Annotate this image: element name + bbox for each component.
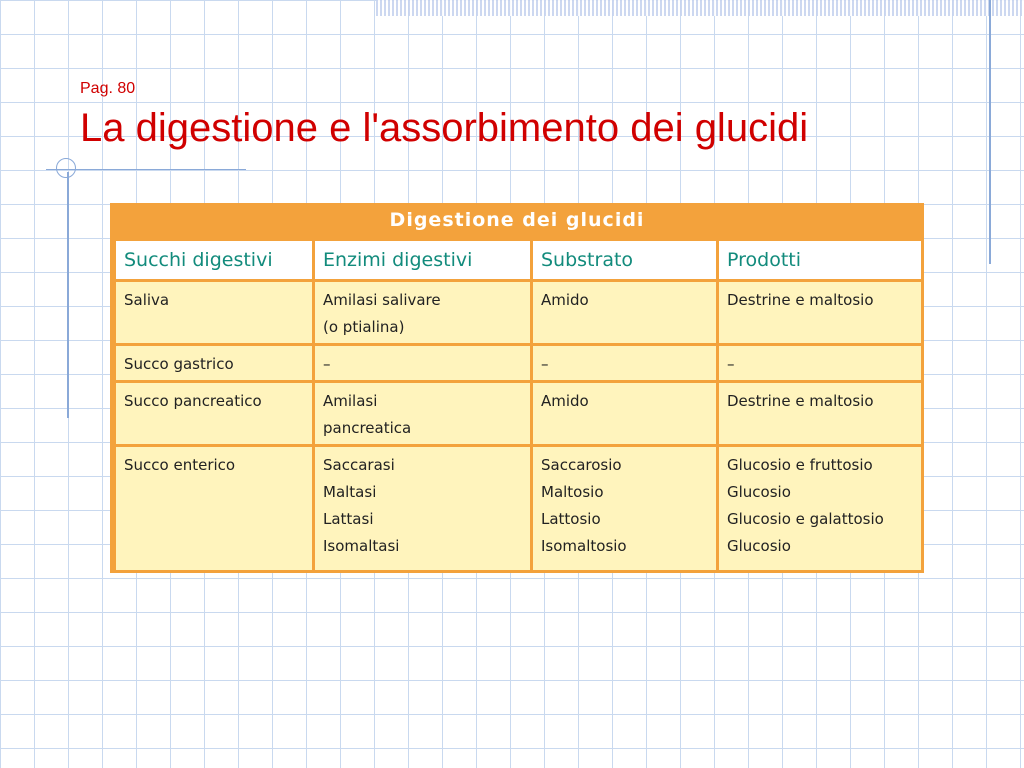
table-row: [115, 446, 923, 572]
cell-enzimi: Amilasi pancreatica: [314, 382, 532, 446]
table-row: [115, 345, 923, 382]
cell-enzimi: –: [314, 345, 532, 382]
cell-enzimi: Saccarasi Maltasi Lattasi Isomaltasi: [314, 446, 532, 572]
cell-substrato: Amido: [532, 281, 718, 345]
page-label: Pag. 80: [80, 80, 136, 97]
cell-prodotti: Destrine e maltosio: [718, 382, 923, 446]
cell-prodotti: Glucosio e fruttosio Glucosio Glucosio e galattosio Glucosio: [718, 446, 923, 572]
glucidi-table: [113, 238, 924, 573]
table-title: Digestione dei glucidi: [389, 209, 645, 231]
cell-substrato: Amido: [532, 382, 718, 446]
header-row: [115, 240, 923, 281]
slide-title: La digestione e l'assorbimento dei glucidi: [80, 106, 809, 150]
right-decorative-line: [989, 0, 991, 264]
cell-succhi: Succo enterico: [115, 446, 314, 572]
header-succhi: Succhi digestivi: [115, 240, 314, 281]
header-substrato: Substrato: [532, 240, 718, 281]
cell-enzimi: Amilasi salivare (o ptialina): [314, 281, 532, 345]
cell-prodotti: Destrine e maltosio: [718, 281, 923, 345]
top-decorative-band: [376, 0, 1024, 16]
left-vertical-decorative-line: [67, 172, 69, 418]
header-prodotti: Prodotti: [718, 240, 923, 281]
ring-decoration-icon: [56, 158, 76, 178]
table-row: [115, 382, 923, 446]
cell-prodotti: –: [718, 345, 923, 382]
table-row: [115, 281, 923, 345]
cell-succhi: Saliva: [115, 281, 314, 345]
digestion-table: [110, 203, 924, 573]
cell-succhi: Succo gastrico: [115, 345, 314, 382]
header-enzimi: Enzimi digestivi: [314, 240, 532, 281]
cell-substrato: –: [532, 345, 718, 382]
cell-succhi: Succo pancreatico: [115, 382, 314, 446]
left-horizontal-decorative-line: [46, 169, 246, 170]
cell-substrato: Saccarosio Maltosio Lattosio Isomaltosio: [532, 446, 718, 572]
